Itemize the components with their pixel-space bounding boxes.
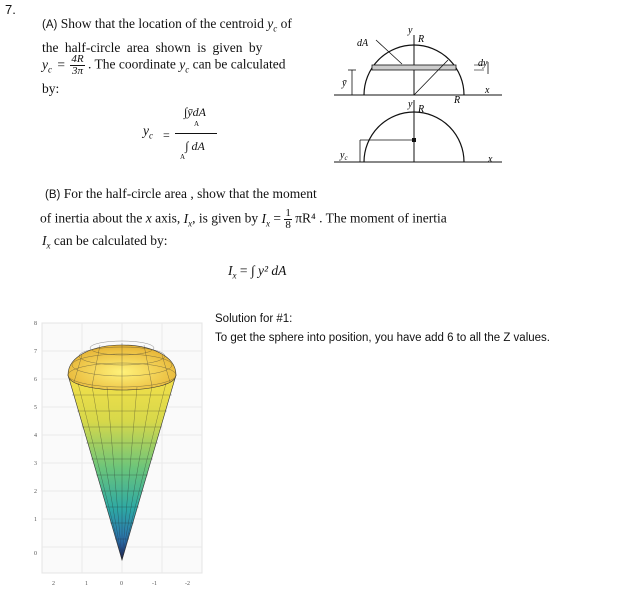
z-axis-ticks: [34, 321, 37, 557]
part-a-line4: by:: [42, 81, 60, 96]
svg-text:2: 2: [52, 581, 55, 587]
centroid-symbol: $y_c$: [267, 16, 278, 34]
label-y-top: y: [408, 25, 413, 36]
Ix-symbol: $I_x$: [183, 210, 193, 229]
part-a-text: [42, 15, 342, 57]
svg-text:-1: -1: [152, 581, 157, 587]
part-a-line3-end: can be calculated: [192, 56, 286, 72]
inertia-fraction: $\frac{1}{8}$: [285, 207, 291, 231]
integral-numerator: ∫ȳdA: [184, 105, 206, 119]
integral-denominator: ∫ dA: [185, 139, 205, 153]
part-a-line1-end: of: [280, 16, 292, 31]
label-x-top: x: [485, 85, 490, 96]
integral-limit-top: A: [194, 120, 200, 128]
svg-text:0: 0: [34, 551, 37, 557]
label-dA: dA: [357, 38, 369, 49]
integral-limit-bottom: A: [180, 153, 186, 161]
problem-number: 7.: [5, 2, 16, 17]
label-x-bottom: x: [488, 154, 493, 165]
integral-fraction-bar: [175, 133, 217, 134]
part-b-label: (B): [45, 189, 61, 201]
svg-text:6: 6: [34, 377, 37, 383]
label-ybar: ȳ: [342, 78, 347, 89]
solution-body: To get the sphere into position, you have add 6 to all the Z values.: [215, 332, 550, 344]
svg-text:0: 0: [120, 581, 123, 587]
inertia-integral: $I_x$ = ∫ y² dA: [228, 263, 287, 281]
label-R-bottom: R: [418, 104, 425, 115]
coordinate-symbol: $y_c$: [179, 56, 190, 75]
centroid-integral: [143, 122, 153, 145]
integral-lhs: $y_c$: [143, 123, 153, 141]
part-a-label: (A): [42, 19, 58, 31]
cone-3d-plot: [30, 315, 220, 590]
label-yc: $y_c$: [340, 150, 348, 162]
label-R-top: R: [418, 34, 425, 45]
svg-text:2: 2: [34, 489, 37, 495]
svg-text:5: 5: [34, 405, 37, 411]
label-y-bottom: y: [408, 99, 413, 110]
svg-text:3: 3: [34, 461, 37, 467]
part-a-line1: Show that the location of the centroid: [60, 16, 264, 31]
part-a-line2: the half-circle area shown is given by: [42, 39, 263, 55]
centroid-formula-line: $y_c$ = $\frac{4R}{3\pi}$ . The coordinate $y_c$ can be calculated: [42, 53, 286, 77]
svg-text:7: 7: [34, 349, 37, 355]
half-circle-figure: [330, 20, 510, 180]
svg-text:8: 8: [34, 321, 37, 327]
formula-lhs: $y_c$: [42, 56, 52, 75]
part-b-line3: $I_x$ can be calculated by:: [42, 233, 168, 251]
part-b-line2: of inertia about the x axis, $I_x$, is given by $I_x$ = $\frac{1}{8}$ πR⁴ . The moment of inertia: [40, 207, 447, 231]
label-dy: dy: [478, 58, 488, 69]
solution-block: [215, 310, 555, 348]
part-b-line1: (B) For the half-circle area , show that the moment: [45, 186, 317, 201]
svg-text:-2: -2: [185, 581, 190, 587]
svg-text:4: 4: [34, 433, 37, 439]
x-axis-ticks: [52, 581, 190, 587]
svg-text:1: 1: [85, 581, 88, 587]
solution-title: Solution for #1:: [215, 313, 293, 325]
part-a-line3: . The coordinate: [87, 56, 176, 72]
formula-fraction: $\frac{4R}{3\pi}$: [71, 53, 84, 77]
svg-text:1: 1: [34, 517, 37, 523]
label-R-mid: R: [454, 95, 461, 106]
